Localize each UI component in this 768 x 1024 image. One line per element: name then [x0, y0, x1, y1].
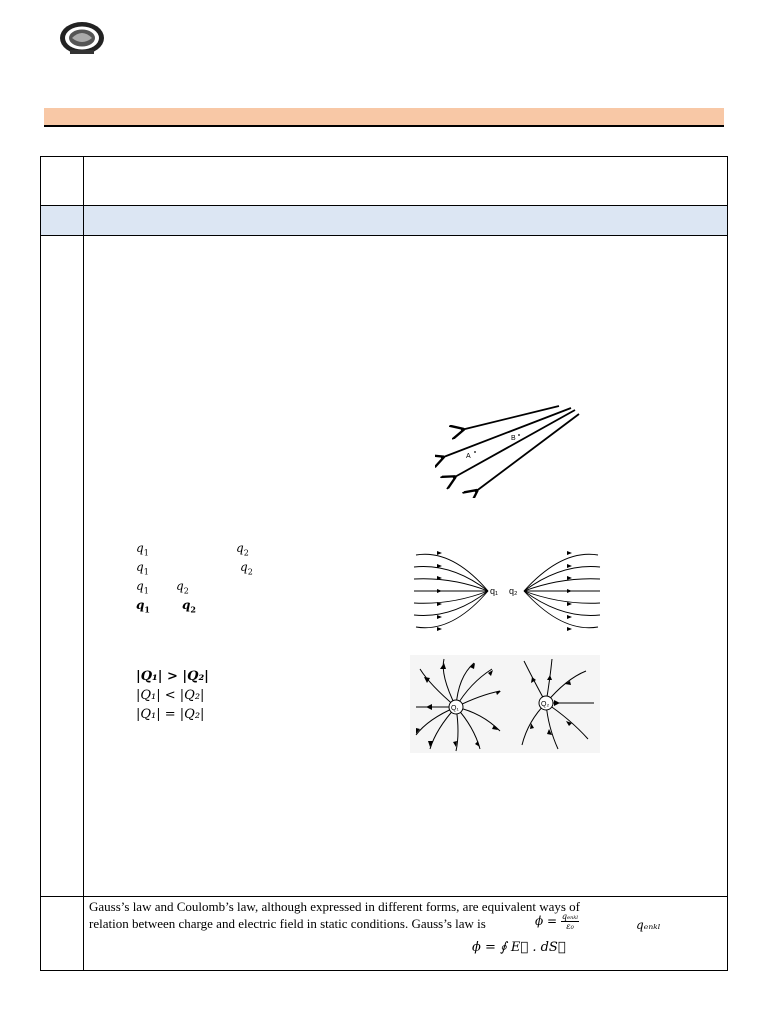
- gauss-fraction: [561, 912, 579, 931]
- option-q-b-second: $q_2$: [240, 560, 253, 577]
- option-q-b: $q_1$: [136, 560, 149, 577]
- option-Q-a: |Q₁| > |Q₂|: [136, 669, 209, 684]
- institution-logo: [58, 20, 106, 56]
- table-number-column-divider: [83, 156, 84, 971]
- option-Q-b: |Q₁| < |Q₂|: [136, 688, 205, 703]
- option-q-a: $q_1$: [136, 541, 149, 558]
- option-Q-c: |Q₁| = |Q₂|: [136, 707, 205, 722]
- table-row-divider: [40, 896, 728, 897]
- charge-Q1-label: Q₁: [451, 705, 459, 712]
- point-b-dot: [518, 434, 520, 436]
- phi-prefix: ϕ =: [535, 914, 558, 928]
- point-a-dot: [474, 451, 476, 453]
- field-lines-figure-a-b: [435, 402, 585, 498]
- header-band: [44, 108, 724, 125]
- option-q-a-second: $q_2$: [236, 541, 249, 558]
- field-lines-figure-Q1-Q2: [410, 655, 600, 753]
- point-a-label: A: [466, 453, 471, 460]
- charge-q1-label: q₁: [490, 586, 499, 596]
- gauss-law-paragraph: [89, 898, 719, 932]
- table-section-row: [41, 206, 727, 235]
- field-lines-figure-q1-q2: [412, 545, 602, 637]
- charge-Q2-label: Q₂: [541, 701, 550, 708]
- table-row-divider: [40, 235, 728, 236]
- table-number-column-divider: [83, 206, 84, 235]
- option-q-c: $q_1$: [136, 579, 149, 596]
- option-q-d-second: $q_2$: [182, 598, 196, 615]
- gauss-law-line-1: Gauss’s law and Coulomb’s law, although expressed in different forms, are equivalent ways of: [89, 899, 580, 914]
- fraction-denominator: ε₀: [566, 922, 574, 931]
- header-rule: [44, 125, 724, 127]
- fraction-numerator: qₑₙₖₗ: [561, 912, 579, 921]
- gauss-law-equation: [535, 912, 579, 931]
- flux-integral-equation: ϕ = ∮ E⃗ . dS⃗: [472, 940, 566, 955]
- charge-q2-label: q₂: [509, 586, 518, 596]
- option-q-d: $q_1$: [136, 598, 150, 615]
- point-b-label: B: [511, 435, 516, 442]
- gauss-law-line-2: relation between charge and electric field in static conditions. Gauss’s law is: [89, 916, 486, 931]
- option-q-c-second: $q_2$: [176, 579, 189, 596]
- q-enclosed-symbol: qₑₙₖₗ: [636, 918, 661, 932]
